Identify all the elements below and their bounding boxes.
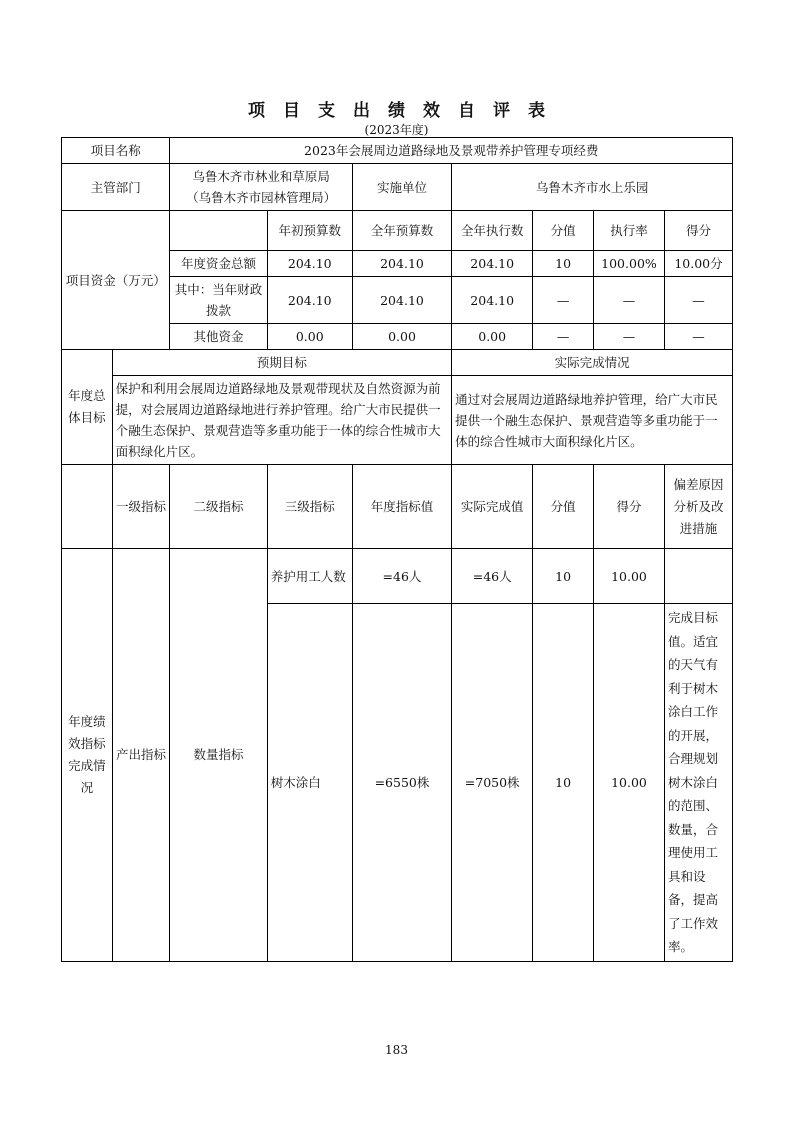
indicator-score: 10.00 [594,604,665,962]
funds-row-label: 其中：当年财政拨款 [170,277,267,324]
funds-cell: 0.00 [452,324,533,350]
funds-cell: 0.00 [267,324,352,350]
funds-header: 全年预算数 [352,211,451,251]
indicator-deviation: 完成目标值。适宜的天气有利于树木涂白工作的开展，合理规划树木涂白的范围、数量，合理使用工具和设备，提高了工作效率。 [664,604,732,962]
title-char: 评 [493,101,510,121]
page-subtitle: (2023年度) [364,123,429,137]
indicator-actual: =46人 [452,549,533,604]
indicator-level2: 数量指标 [170,549,267,962]
funds-cell: 204.10 [352,277,451,324]
funds-cell: — [594,277,665,324]
indicator-actual: =7050株 [452,604,533,962]
indicator-header: 二级指标 [170,465,267,549]
indicator-header: 一级指标 [112,465,170,549]
funds-cell: 204.10 [352,251,451,277]
goals-expected-text: 保护和利用会展周边道路绿地及景观带现状及自然资源为前提，对会展周边道路绿地进行养护管理。给广大市民提供一个融生态保护、景观营造等多重功能于一体的综合性城市大面积绿化片区。 [112,376,451,465]
funds-header: 全年执行数 [452,211,533,251]
title-char: 出 [353,101,370,121]
title-char: 目 [283,101,300,121]
indicators-section-label: 年度绩效指标完成情况 [62,549,113,962]
title-char: 效 [423,101,440,121]
funds-header: 执行率 [594,211,665,251]
goals-expected-header: 预期目标 [112,350,451,376]
project-name-value: 2023年会展周边道路绿地及景观带养护管理专项经费 [170,138,733,164]
project-name-label: 项目名称 [62,138,170,164]
funds-label: 项目资金（万元） [62,211,170,350]
indicator-header: 实际完成值 [452,465,533,549]
indicator-blank-header [62,465,113,549]
page-title [0,96,793,121]
impl-label: 实施单位 [352,164,451,211]
funds-cell: 10.00分 [664,251,732,277]
indicator-target: =6550株 [352,604,451,962]
dept-label: 主管部门 [62,164,170,211]
indicator-level1: 产出指标 [112,549,170,962]
funds-header: 得分 [664,211,732,251]
title-char: 绩 [388,101,405,121]
indicator-level3: 树木涂白 [267,604,352,962]
goals-actual-text: 通过对会展周边道路绿地养护管理，给广大市民提供一个融生态保护、景观营造等多重功能于一体的综合性城市大面积绿化片区。 [452,376,733,465]
funds-cell: 100.00% [594,251,665,277]
indicator-header: 年度指标值 [352,465,451,549]
indicator-score: 10.00 [594,549,665,604]
funds-cell: 0.00 [352,324,451,350]
title-char: 支 [318,101,335,121]
funds-row-label: 年度资金总额 [170,251,267,277]
indicator-target: =46人 [352,549,451,604]
evaluation-table [61,137,733,962]
funds-header: 年初预算数 [267,211,352,251]
title-char: 自 [458,101,475,121]
dept-value-line1: 乌鲁木齐市林业和草原局 [192,169,330,184]
funds-cell: — [594,324,665,350]
funds-blank-header [170,211,267,251]
title-char: 项 [248,101,265,121]
funds-cell: — [533,277,594,324]
indicator-level3: 养护用工人数 [267,549,352,604]
title-char: 表 [528,101,545,121]
funds-cell: 204.10 [452,251,533,277]
indicator-header: 偏差原因分析及改进措施 [664,465,732,549]
funds-cell: 204.10 [452,277,533,324]
indicator-score-value: 10 [533,549,594,604]
funds-cell: 204.10 [267,277,352,324]
dept-value [170,164,352,211]
funds-header: 分值 [533,211,594,251]
impl-value: 乌鲁木齐市水上乐园 [452,164,733,211]
indicator-header: 得分 [594,465,665,549]
funds-cell: — [533,324,594,350]
goals-actual-header: 实际完成情况 [452,350,733,376]
funds-cell: 204.10 [267,251,352,277]
indicator-header: 分值 [533,465,594,549]
indicator-score-value: 10 [533,604,594,962]
indicator-header: 三级指标 [267,465,352,549]
indicator-deviation [664,549,732,604]
funds-cell: — [664,277,732,324]
funds-cell: — [664,324,732,350]
funds-cell: 10 [533,251,594,277]
page-number: 183 [385,1043,408,1057]
funds-row-label: 其他资金 [170,324,267,350]
goals-label: 年度总体目标 [62,350,113,465]
dept-value-line2: （乌鲁木齐市园林管理局） [186,190,337,205]
